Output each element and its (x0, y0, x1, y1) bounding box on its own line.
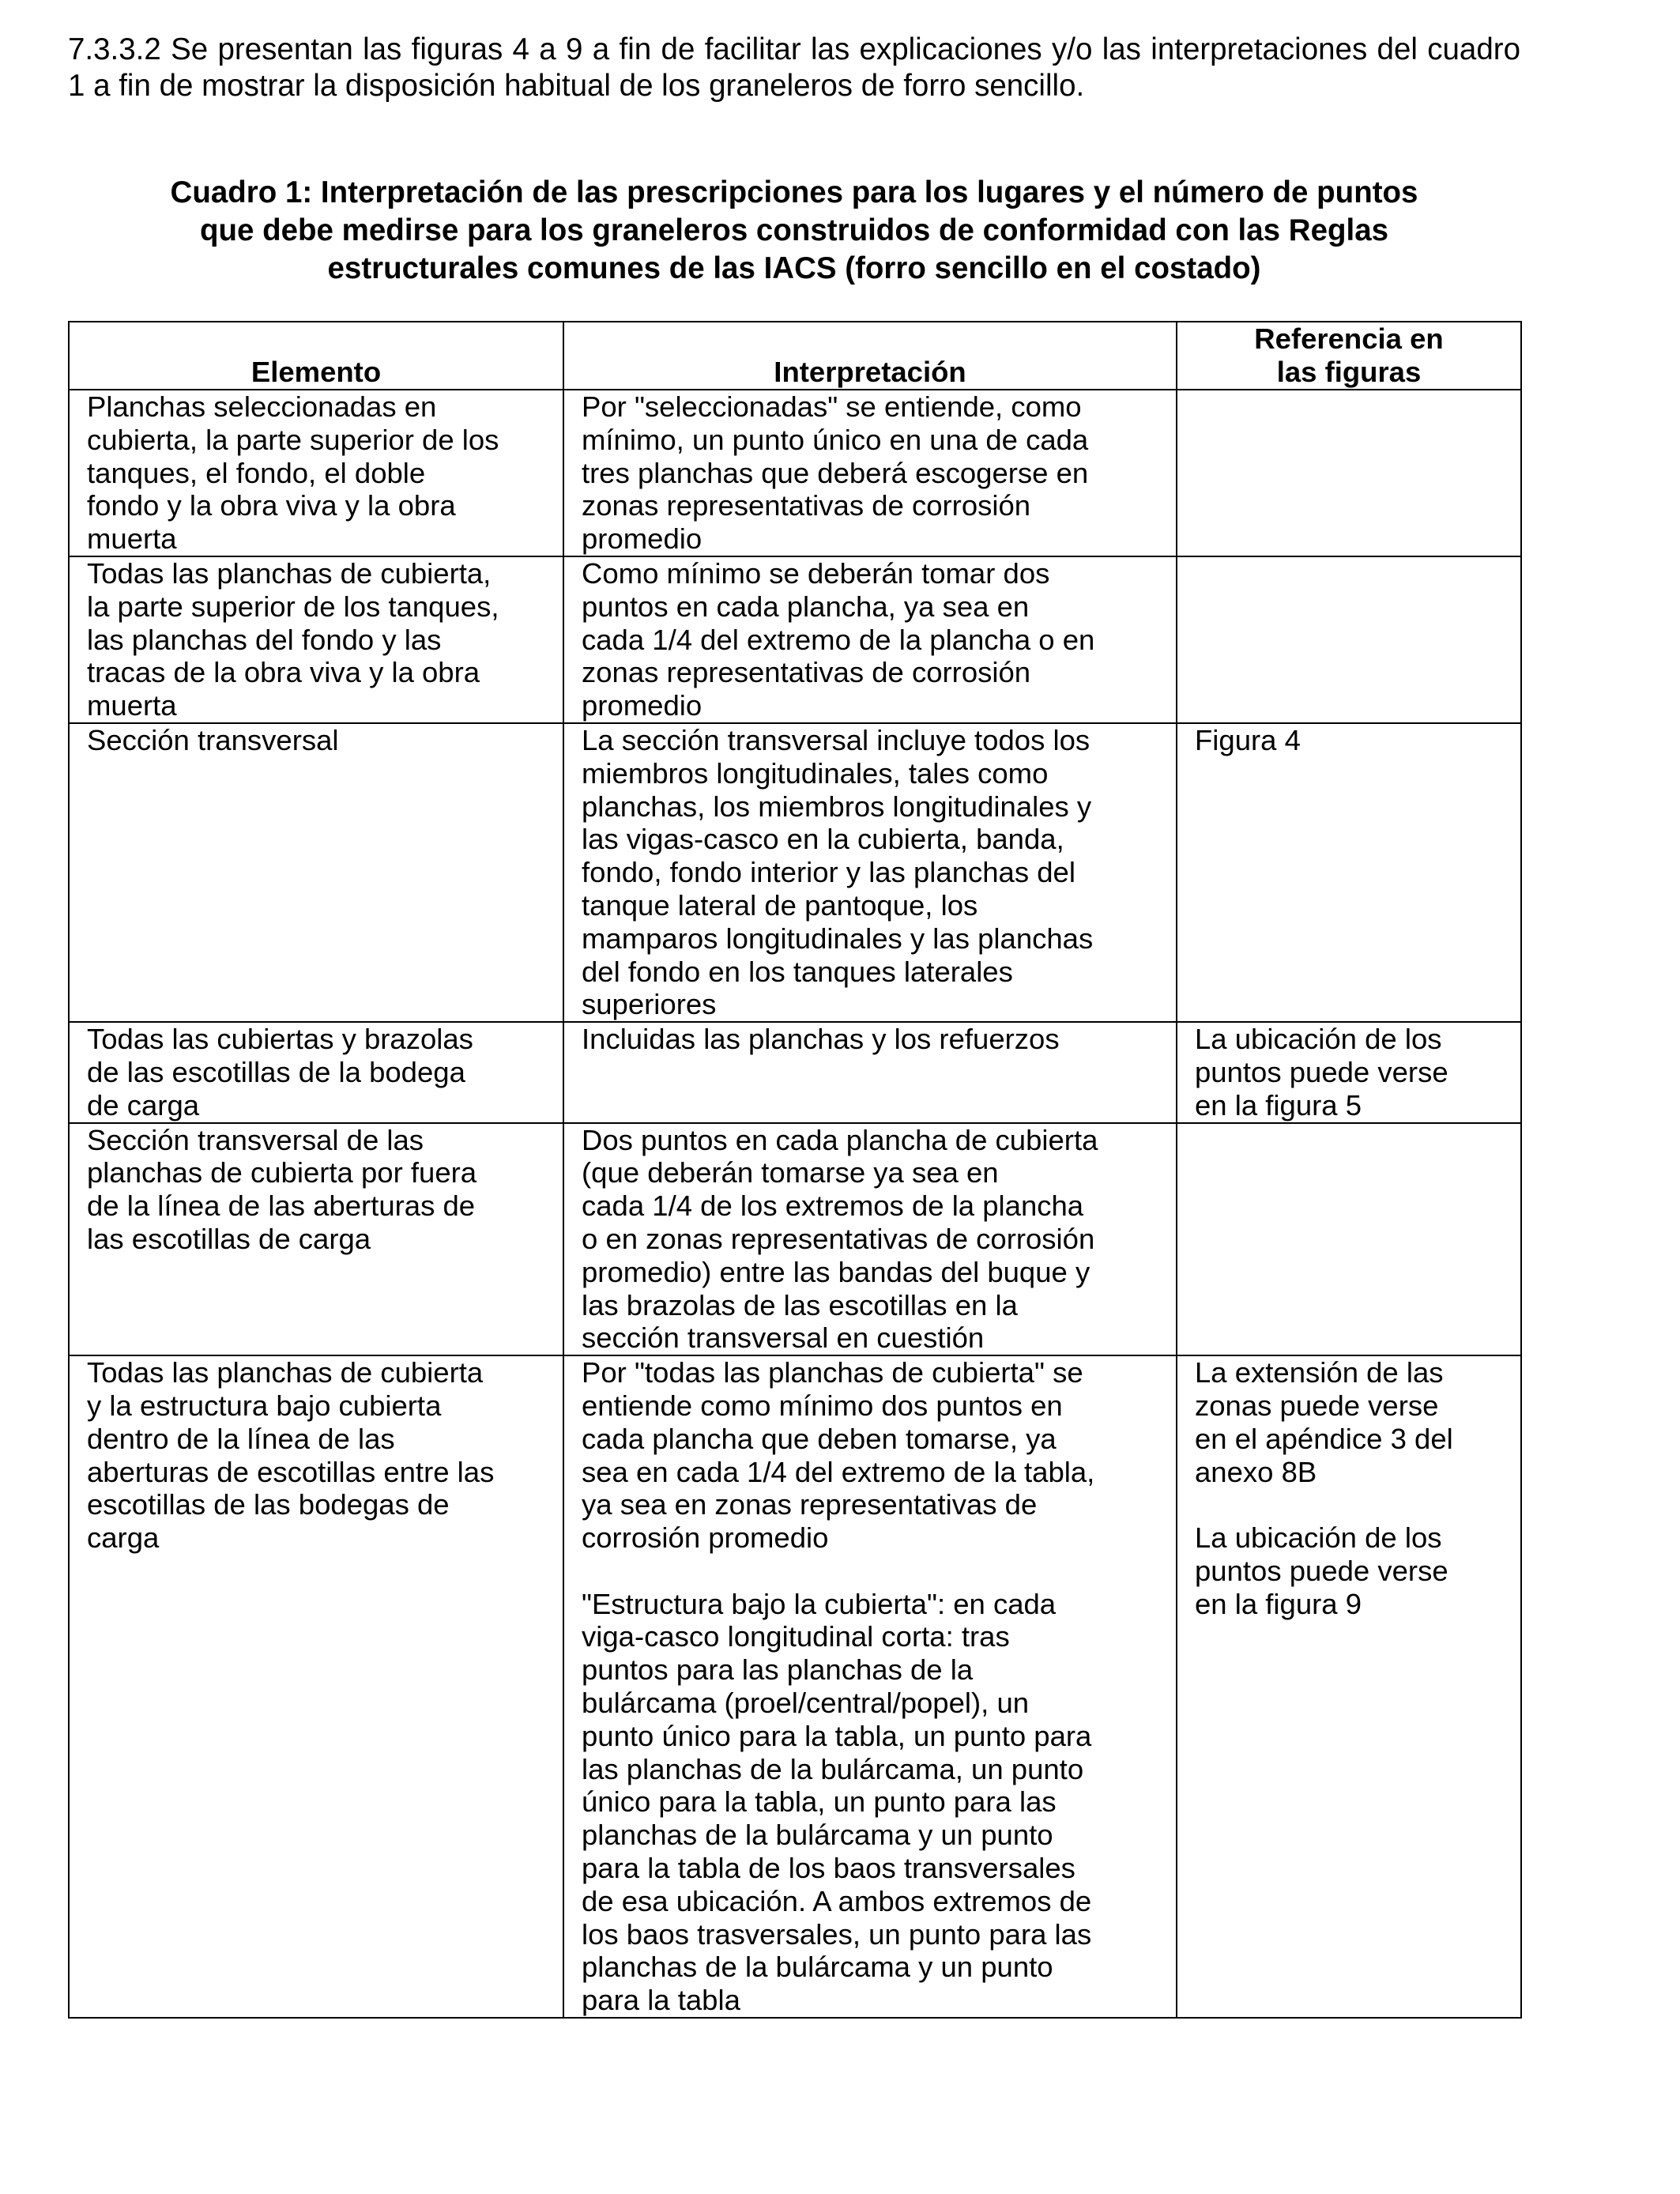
header-referencia-line: Referencia en (1254, 322, 1444, 355)
cell-line: fondo, fondo interior y las planchas del (582, 856, 1075, 889)
cell-interpretacion (563, 556, 1177, 723)
cell-line: (que deberán tomarse ya sea en (582, 1156, 999, 1189)
cell-line: La ubicación de los (1195, 1023, 1442, 1056)
cell-line: cada 1/4 del extremo de la plancha o en (582, 623, 1095, 656)
cell-line: las vigas-casco en la cubierta, banda, (582, 823, 1064, 856)
cell-line: Figura 4 (1195, 723, 1301, 756)
cell-line: en el apéndice 3 del (1195, 1422, 1453, 1455)
cell-referencia (1177, 723, 1521, 1022)
cell-line: planchas de cubierta por fuera (87, 1156, 477, 1189)
cell-elemento (69, 556, 563, 723)
cell-line: mínimo, un punto único en una de cada (582, 423, 1089, 456)
table-row (69, 1355, 1521, 2018)
cell-line: cubierta, la parte superior de los (87, 423, 499, 456)
cell-line: de carga (87, 1088, 200, 1122)
cell-line: bulárcama (proel/central/popel), un (582, 1687, 1030, 1720)
cell-line: sea en cada 1/4 del extremo de la tabla, (582, 1455, 1095, 1488)
cell-line: tanque lateral de pantoque, los (582, 888, 978, 922)
cell-line: único para la tabla, un punto para las (582, 1785, 1057, 1819)
cell-line: miembros longitudinales, tales como (582, 756, 1049, 790)
cell-line: Por "todas las planchas de cubierta" se (582, 1356, 1083, 1389)
cell-line: cada plancha que deben tomarse, ya (582, 1422, 1057, 1455)
cell-line: y la estructura bajo cubierta (87, 1389, 442, 1422)
cell-referencia (1177, 390, 1521, 556)
cell-interpretacion (563, 390, 1177, 556)
cell-line: puntos puede verse (1195, 1554, 1448, 1587)
cell-line: promedio (582, 689, 703, 722)
cell-line: muerta (87, 522, 177, 556)
cell-line: las brazolas de las escotillas en la (582, 1288, 1018, 1321)
cell-line: para la tabla de los baos transversales (582, 1852, 1075, 1885)
cell-line: puntos en cada plancha, ya sea en (582, 590, 1030, 623)
table-row (69, 390, 1521, 556)
cell-elemento (69, 1022, 563, 1122)
header-referencia (1177, 322, 1521, 390)
cell-line: fondo y la obra viva y la obra (87, 489, 456, 522)
cell-line: planchas de la bulárcama y un punto (582, 1819, 1053, 1852)
cell-line: tres planchas que deberá escogerse en (582, 456, 1089, 489)
cell-line: las escotillas de carga (87, 1222, 371, 1255)
table-row (69, 723, 1521, 1022)
cell-line: o en zonas representativas de corrosión (582, 1222, 1095, 1255)
paragraph-gap (582, 1555, 1165, 1588)
cell-line: promedio (582, 522, 703, 556)
cell-line: Como mínimo se deberán tomar dos (582, 556, 1050, 590)
cell-line: de esa ubicación. A ambos extremos de (582, 1884, 1092, 1917)
cell-line: punto único para la tabla, un punto para (582, 1719, 1092, 1752)
cell-line: anexo 8B (1195, 1455, 1317, 1488)
cell-line: muerta (87, 689, 177, 722)
cell-elemento (69, 1123, 563, 1356)
cell-line: las planchas del fondo y las (87, 623, 442, 656)
caption-line: Cuadro 1: Interpretación de las prescripciones para los lugares y el número de puntos (170, 175, 1418, 209)
cell-referencia (1177, 1123, 1521, 1356)
table-row (69, 1123, 1521, 1356)
cell-line: dentro de la línea de las (87, 1422, 395, 1455)
cell-line: puntos puede verse (1195, 1055, 1448, 1088)
cell-line: las planchas de la bulárcama, un punto (582, 1752, 1084, 1785)
cell-interpretacion (563, 1123, 1177, 1356)
cell-line: de la línea de las aberturas de (87, 1189, 476, 1223)
cell-line: planchas de la bulárcama y un punto (582, 1951, 1053, 1984)
intro-paragraph: 7.3.3.2 Se presentan las figuras 4 a 9 a fin de facilitar las explicaciones y/o las interpretaciones del cuadro 1 a fin de mostrar la disposición habitual de los graneleros de forro sencillo. (68, 32, 1520, 103)
cell-line: tanques, el fondo, el doble (87, 456, 426, 489)
table-header-row (69, 322, 1521, 390)
cell-referencia (1177, 1022, 1521, 1122)
cell-elemento (69, 390, 563, 556)
cell-elemento (69, 723, 563, 1022)
cell-interpretacion (563, 1022, 1177, 1122)
cell-line: viga-casco longitudinal corta: tras (582, 1620, 1010, 1653)
cell-line: mamparos longitudinales y las planchas (582, 922, 1094, 955)
cell-line: Sección transversal de las (87, 1123, 424, 1156)
cell-line: Todas las planchas de cubierta, (87, 556, 492, 590)
cell-line: aberturas de escotillas entre las (87, 1455, 495, 1488)
cell-line: entiende como mínimo dos puntos en (582, 1389, 1063, 1422)
cell-line: Por "seleccionadas" se entiende, como (582, 390, 1082, 423)
table-row (69, 556, 1521, 723)
header-interpretacion: Interpretación (563, 322, 1177, 390)
cell-line: Sección transversal (87, 723, 339, 756)
cell-line: superiores (582, 988, 717, 1021)
cell-line: en la figura 9 (1195, 1587, 1362, 1620)
table-body (69, 390, 1521, 2018)
cell-line: corrosión promedio (582, 1521, 829, 1555)
cell-line: promedio) entre las bandas del buque y (582, 1255, 1090, 1288)
paragraph-gap (1195, 1488, 1509, 1521)
cell-line: La sección transversal incluye todos los (582, 723, 1090, 756)
cell-line: La extensión de las (1195, 1356, 1444, 1389)
cell-line: planchas, los miembros longitudinales y (582, 790, 1092, 823)
cell-line: Todas las cubiertas y brazolas (87, 1023, 473, 1056)
cell-line: "Estructura bajo la cubierta": en cada (582, 1587, 1057, 1620)
cell-line: Todas las planchas de cubierta (87, 1356, 484, 1389)
cell-line: zonas representativas de corrosión (582, 656, 1031, 689)
cell-line: del fondo en los tanques laterales (582, 955, 1013, 988)
cell-line: para la tabla (582, 1984, 740, 2017)
table-caption (68, 174, 1520, 288)
table-row (69, 1022, 1521, 1122)
cell-interpretacion (563, 723, 1177, 1022)
cell-line: ya sea en zonas representativas de (582, 1488, 1038, 1521)
cell-line: zonas puede verse (1195, 1389, 1439, 1422)
cell-line: la parte superior de los tanques, (87, 590, 499, 623)
cell-line: carga (87, 1521, 160, 1555)
cell-line: en la figura 5 (1195, 1088, 1362, 1122)
cell-line: sección transversal en cuestión (582, 1321, 985, 1355)
cell-line: Dos puntos en cada plancha de cubierta (582, 1123, 1098, 1156)
cell-line: puntos para las planchas de la (582, 1653, 974, 1687)
interpretation-table (68, 321, 1522, 2019)
cell-line: La ubicación de los (1195, 1521, 1442, 1555)
header-referencia-line: las figuras (1276, 356, 1422, 388)
cell-line: de las escotillas de la bodega (87, 1055, 465, 1088)
cell-line: zonas representativas de corrosión (582, 489, 1031, 522)
cell-line: Incluidas las planchas y los refuerzos (582, 1023, 1060, 1056)
caption-line: estructurales comunes de las IACS (forro sencillo en el costado) (327, 251, 1261, 285)
header-elemento: Elemento (69, 322, 563, 390)
cell-line: los baos trasversales, un punto para las (582, 1917, 1092, 1951)
cell-elemento (69, 1355, 563, 2018)
cell-line: cada 1/4 de los extremos de la plancha (582, 1189, 1084, 1223)
cell-referencia (1177, 1355, 1521, 2018)
cell-line: Planchas seleccionadas en (87, 390, 437, 423)
cell-line: tracas de la obra viva y la obra (87, 656, 480, 689)
cell-line: escotillas de las bodegas de (87, 1488, 450, 1521)
cell-referencia (1177, 556, 1521, 723)
caption-line: que debe medirse para los graneleros construidos de conformidad con las Reglas (199, 213, 1389, 247)
cell-interpretacion (563, 1355, 1177, 2018)
